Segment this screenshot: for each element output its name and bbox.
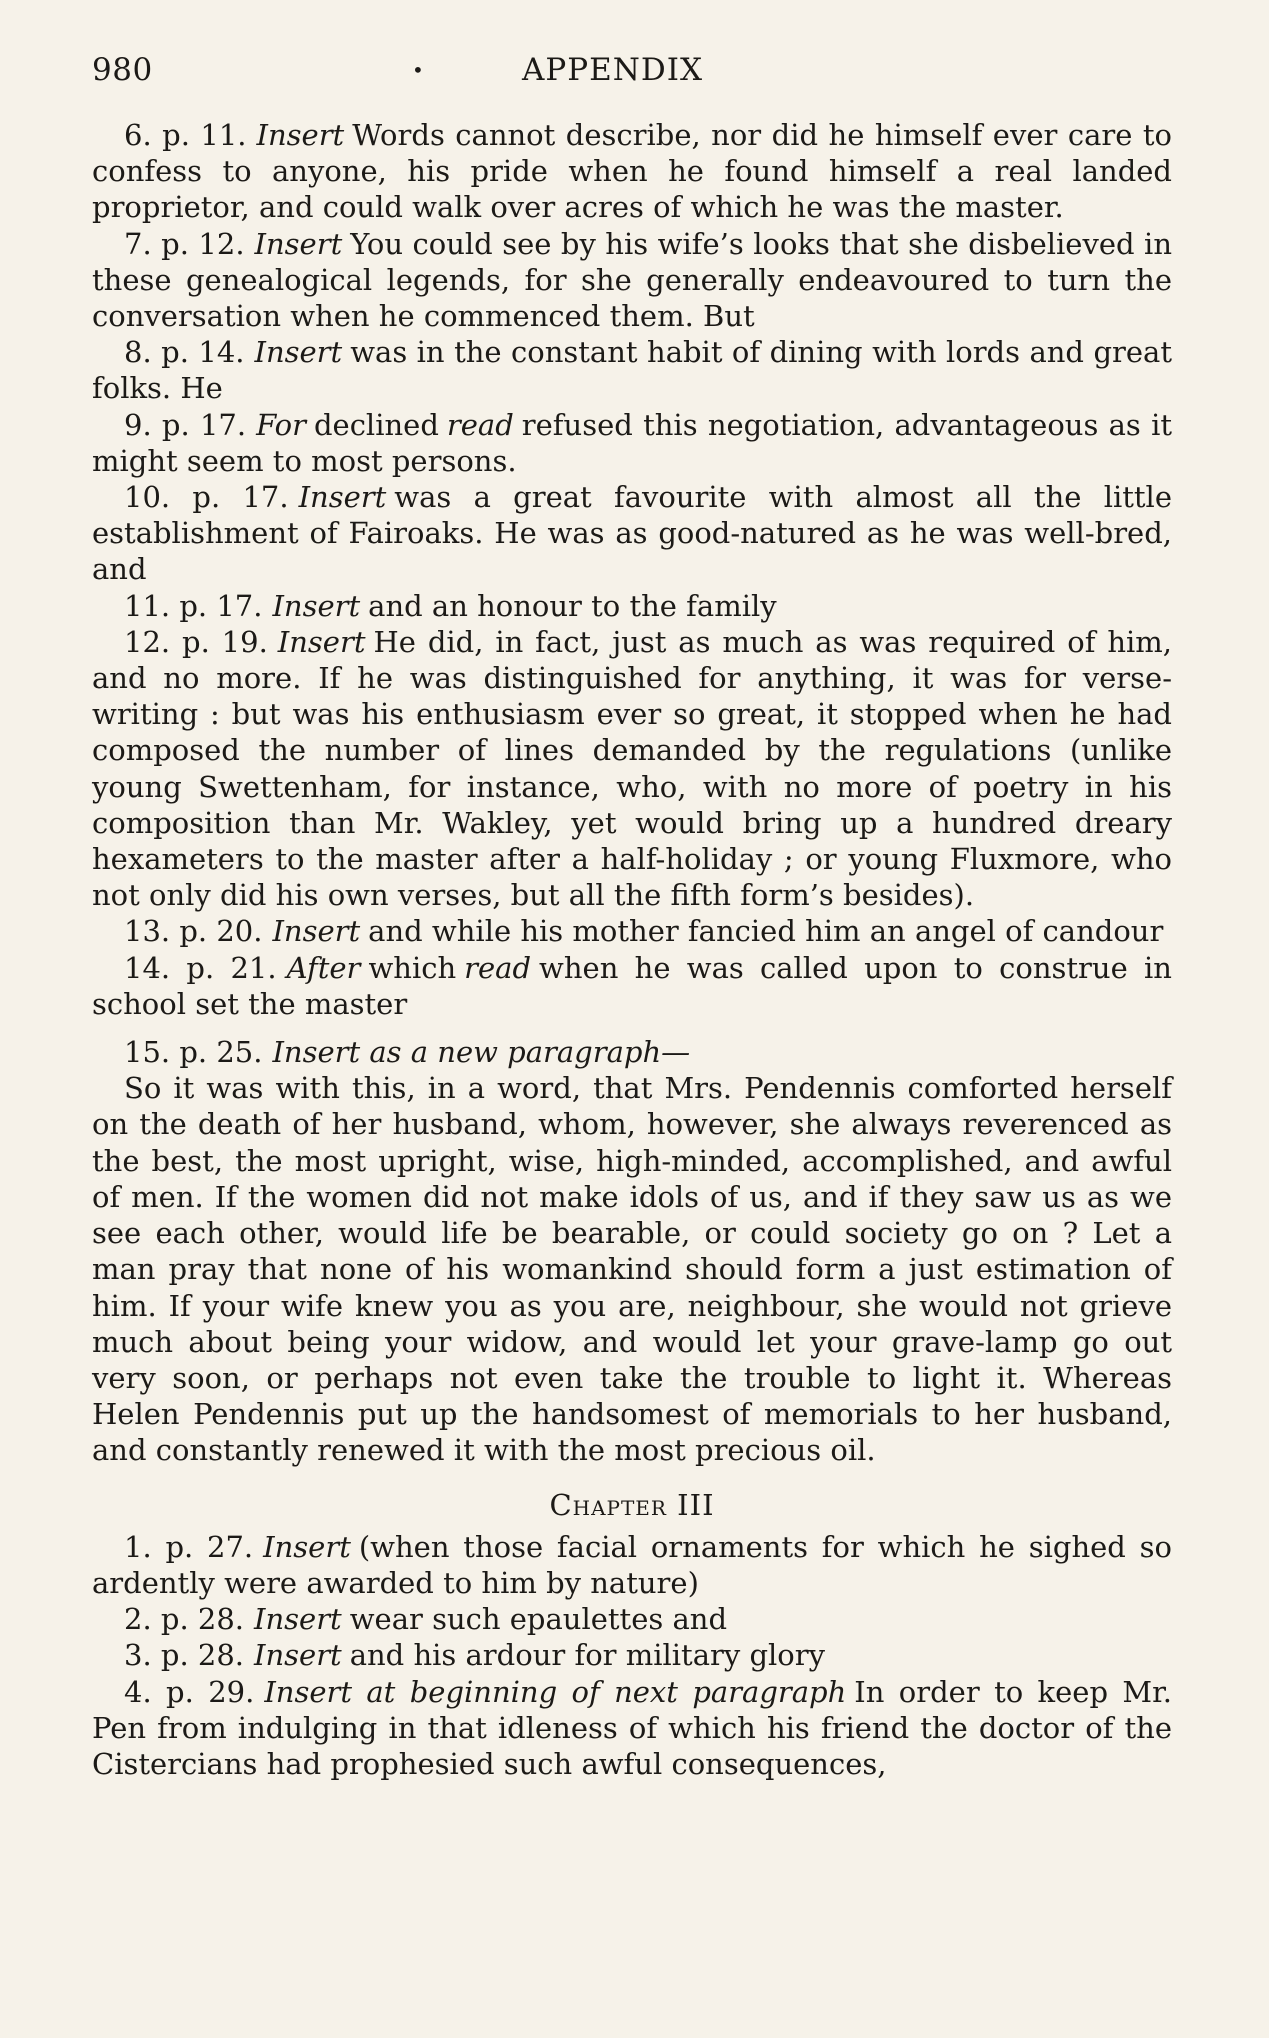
editorial-instruction: read bbox=[446, 407, 514, 442]
list-item: 11. p. 17. Insert and an honour to the family bbox=[124, 588, 777, 623]
editorial-instruction: Insert bbox=[272, 914, 361, 949]
list-item: 8. p. 14. Insert was in the constant habit of dining with lords and great folks. He bbox=[92, 335, 1172, 406]
running-title: APPENDIX bbox=[522, 52, 704, 88]
list-item: 1. p. 27. Insert (when those facial ornaments for which he sighed so ardently were awarded to him by nature) bbox=[92, 1529, 1172, 1600]
editorial-instruction: After bbox=[286, 950, 361, 985]
list-item: 15. p. 25. Insert as a new paragraph— bbox=[124, 1035, 691, 1070]
editorial-instruction: Insert bbox=[256, 118, 345, 152]
list-item: 2. p. 28. Insert wear such epaulettes and bbox=[124, 1602, 728, 1637]
editorial-instruction: Insert bbox=[254, 226, 343, 261]
editorial-instruction: Insert as a new paragraph— bbox=[272, 1035, 691, 1070]
editorial-instruction: Insert bbox=[272, 588, 361, 623]
chapter-heading: Chapter III bbox=[549, 1487, 715, 1522]
running-head bbox=[92, 50, 1172, 90]
editorial-instruction: Insert bbox=[298, 480, 387, 515]
editorial-instruction: Insert bbox=[277, 624, 366, 659]
editorial-instruction: Insert bbox=[254, 1638, 342, 1673]
list-item: 13. p. 20. Insert and while his mother fancied him an angel of candour bbox=[124, 914, 1164, 949]
list-item: 3. p. 28. Insert and his ardour for military glory bbox=[124, 1638, 826, 1673]
list-item: 10. p. 17. Insert was a great favourite with almost all the little establishment of Fairoaks. He was as good-natured as he was well-bred, and bbox=[92, 480, 1172, 587]
list-item: 7. p. 12. Insert You could see by his wife’s looks that she disbelieved in these genealogical legends, for she generally endeavoured to turn the conversation when he commenced them. But bbox=[92, 226, 1173, 334]
page-body bbox=[92, 117, 1172, 1782]
editorial-instruction: read bbox=[464, 950, 532, 985]
list-item: 6. p. 11. Insert Words cannot describe, nor did he himself ever care to confess to anyone, his pride when he found himself a real landed proprietor, and could walk over acres of which he was the master. bbox=[92, 118, 1172, 225]
editorial-instruction: Insert bbox=[254, 335, 343, 370]
list-item: 4. p. 29. Insert at beginning of next paragraph In order to keep Mr. Pen from indulging in that idleness of which his friend the doctor of the Cistercians had prophesied such awful consequences, bbox=[92, 1674, 1172, 1781]
page-number: 980 bbox=[92, 52, 153, 88]
inserted-paragraph: So it was with this, in a word, that Mrs. Pendennis comforted herself on the death of her husband, whom, however, she always reverenced as the best, the most upright, wise, high-minded, accomplished, and awful of men. If the women did not make idols of us, and if they saw us as we see each other, would life be bearable, or could society go on ? Let a man pray that none of his womankind should form a just estimation of him. If your wife knew you as you are, neighbour, she would not grieve much about being your widow, and would let your grave-lamp go out very soon, or perhaps not even take the trouble to light it. Whereas Helen Pendennis put up the handsomest of memorials to her husband, and constantly renewed it with the most precious oil. bbox=[92, 1071, 1172, 1468]
list-item: 12. p. 19. Insert He did, in fact, just as much as was required of him, and no more. If he was distinguished for anything, it was for verse-writing : but was his enthusiasm ever so great, it stopped when he had composed the number of lines demanded by the regulations (unlike young Swettenham, for instance, who, with no more of poetry in his composition than Mr. Wakley, yet would bring up a hundred dreary hexameters to the master after a half-holiday ; or young Fluxmore, who not only did his own verses, but all the fifth form’s besides). bbox=[92, 624, 1172, 913]
list-item: 9. p. 17. For declined read refused this negotiation, advantageous as it might seem to most persons. bbox=[92, 407, 1172, 478]
editorial-instruction: Insert bbox=[263, 1529, 351, 1564]
editorial-instruction: For bbox=[256, 407, 306, 442]
editorial-instruction: Insert bbox=[254, 1602, 342, 1637]
editorial-instruction: Insert at beginning of next paragraph bbox=[264, 1674, 847, 1709]
list-item: 14. p. 21. After which read when he was called upon to construe in school set the master bbox=[92, 950, 1172, 1021]
header-separator-dot: • bbox=[412, 58, 425, 82]
book-page bbox=[92, 50, 1172, 1782]
